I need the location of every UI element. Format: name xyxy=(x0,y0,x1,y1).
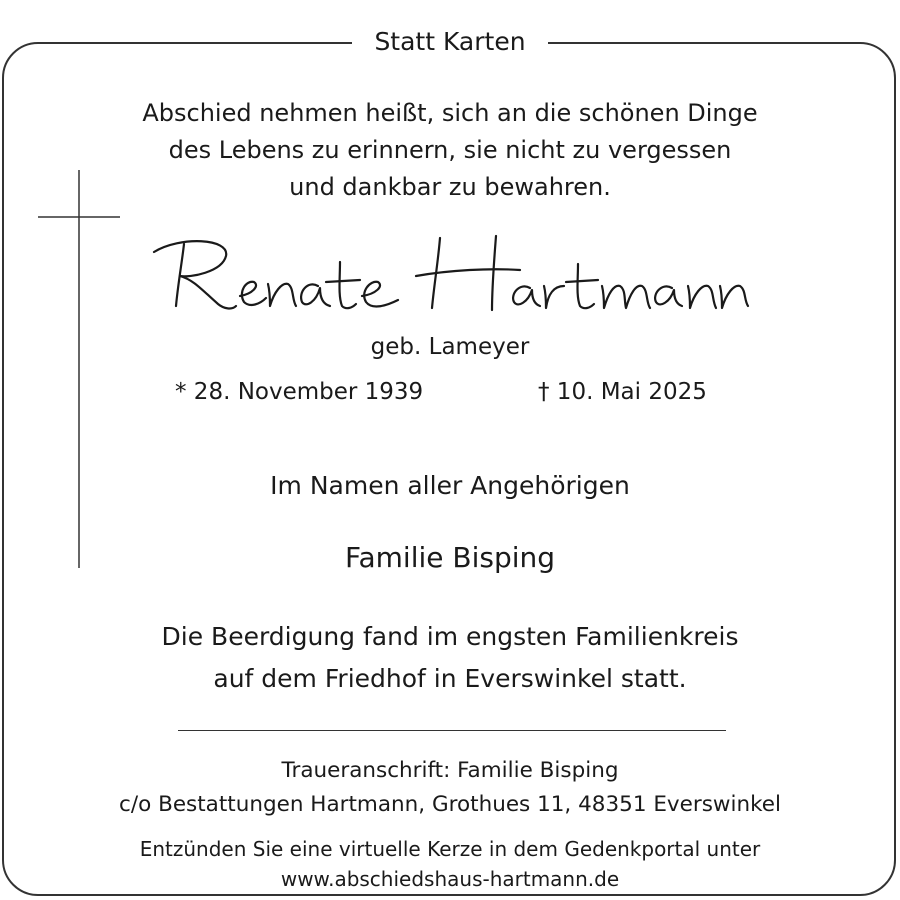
family-name: Familie Bisping xyxy=(344,541,556,574)
birth-date: * 28. November 1939 xyxy=(175,379,424,405)
memorial-portal xyxy=(0,834,900,894)
cross-icon xyxy=(38,170,120,570)
divider xyxy=(178,730,726,731)
quote-line-3: und dankbar zu bewahren. xyxy=(289,173,611,201)
funeral-line-1: Die Beerdigung fand im engsten Familienkreis xyxy=(161,622,739,651)
header-label xyxy=(0,24,900,60)
relatives-intro: Im Namen aller Angehörigen xyxy=(270,471,630,500)
portal-url[interactable]: www.abschiedshaus-hartmann.de xyxy=(280,867,620,891)
address-line-1: Traueranschrift: Familie Bisping xyxy=(281,758,619,783)
death-date: † 10. Mai 2025 xyxy=(538,379,707,405)
funeral-notice xyxy=(0,616,900,700)
portal-line-1: Entzünden Sie eine virtuelle Kerze in dem Gedenkportal unter xyxy=(139,837,761,861)
deceased-name-signature xyxy=(140,222,760,322)
mourning-address xyxy=(0,754,900,822)
quote-line-1: Abschied nehmen heißt, sich an die schönen Dinge xyxy=(142,99,758,127)
maiden-name: geb. Lameyer xyxy=(370,334,530,360)
quote-block xyxy=(0,95,900,206)
header-label-text: Statt Karten xyxy=(352,24,547,60)
quote-line-2: des Lebens zu erinnern, sie nicht zu vergessen xyxy=(168,136,732,164)
funeral-line-2: auf dem Friedhof in Everswinkel statt. xyxy=(213,664,687,693)
address-line-2: c/o Bestattungen Hartmann, Grothues 11, 48351 Everswinkel xyxy=(119,792,781,817)
